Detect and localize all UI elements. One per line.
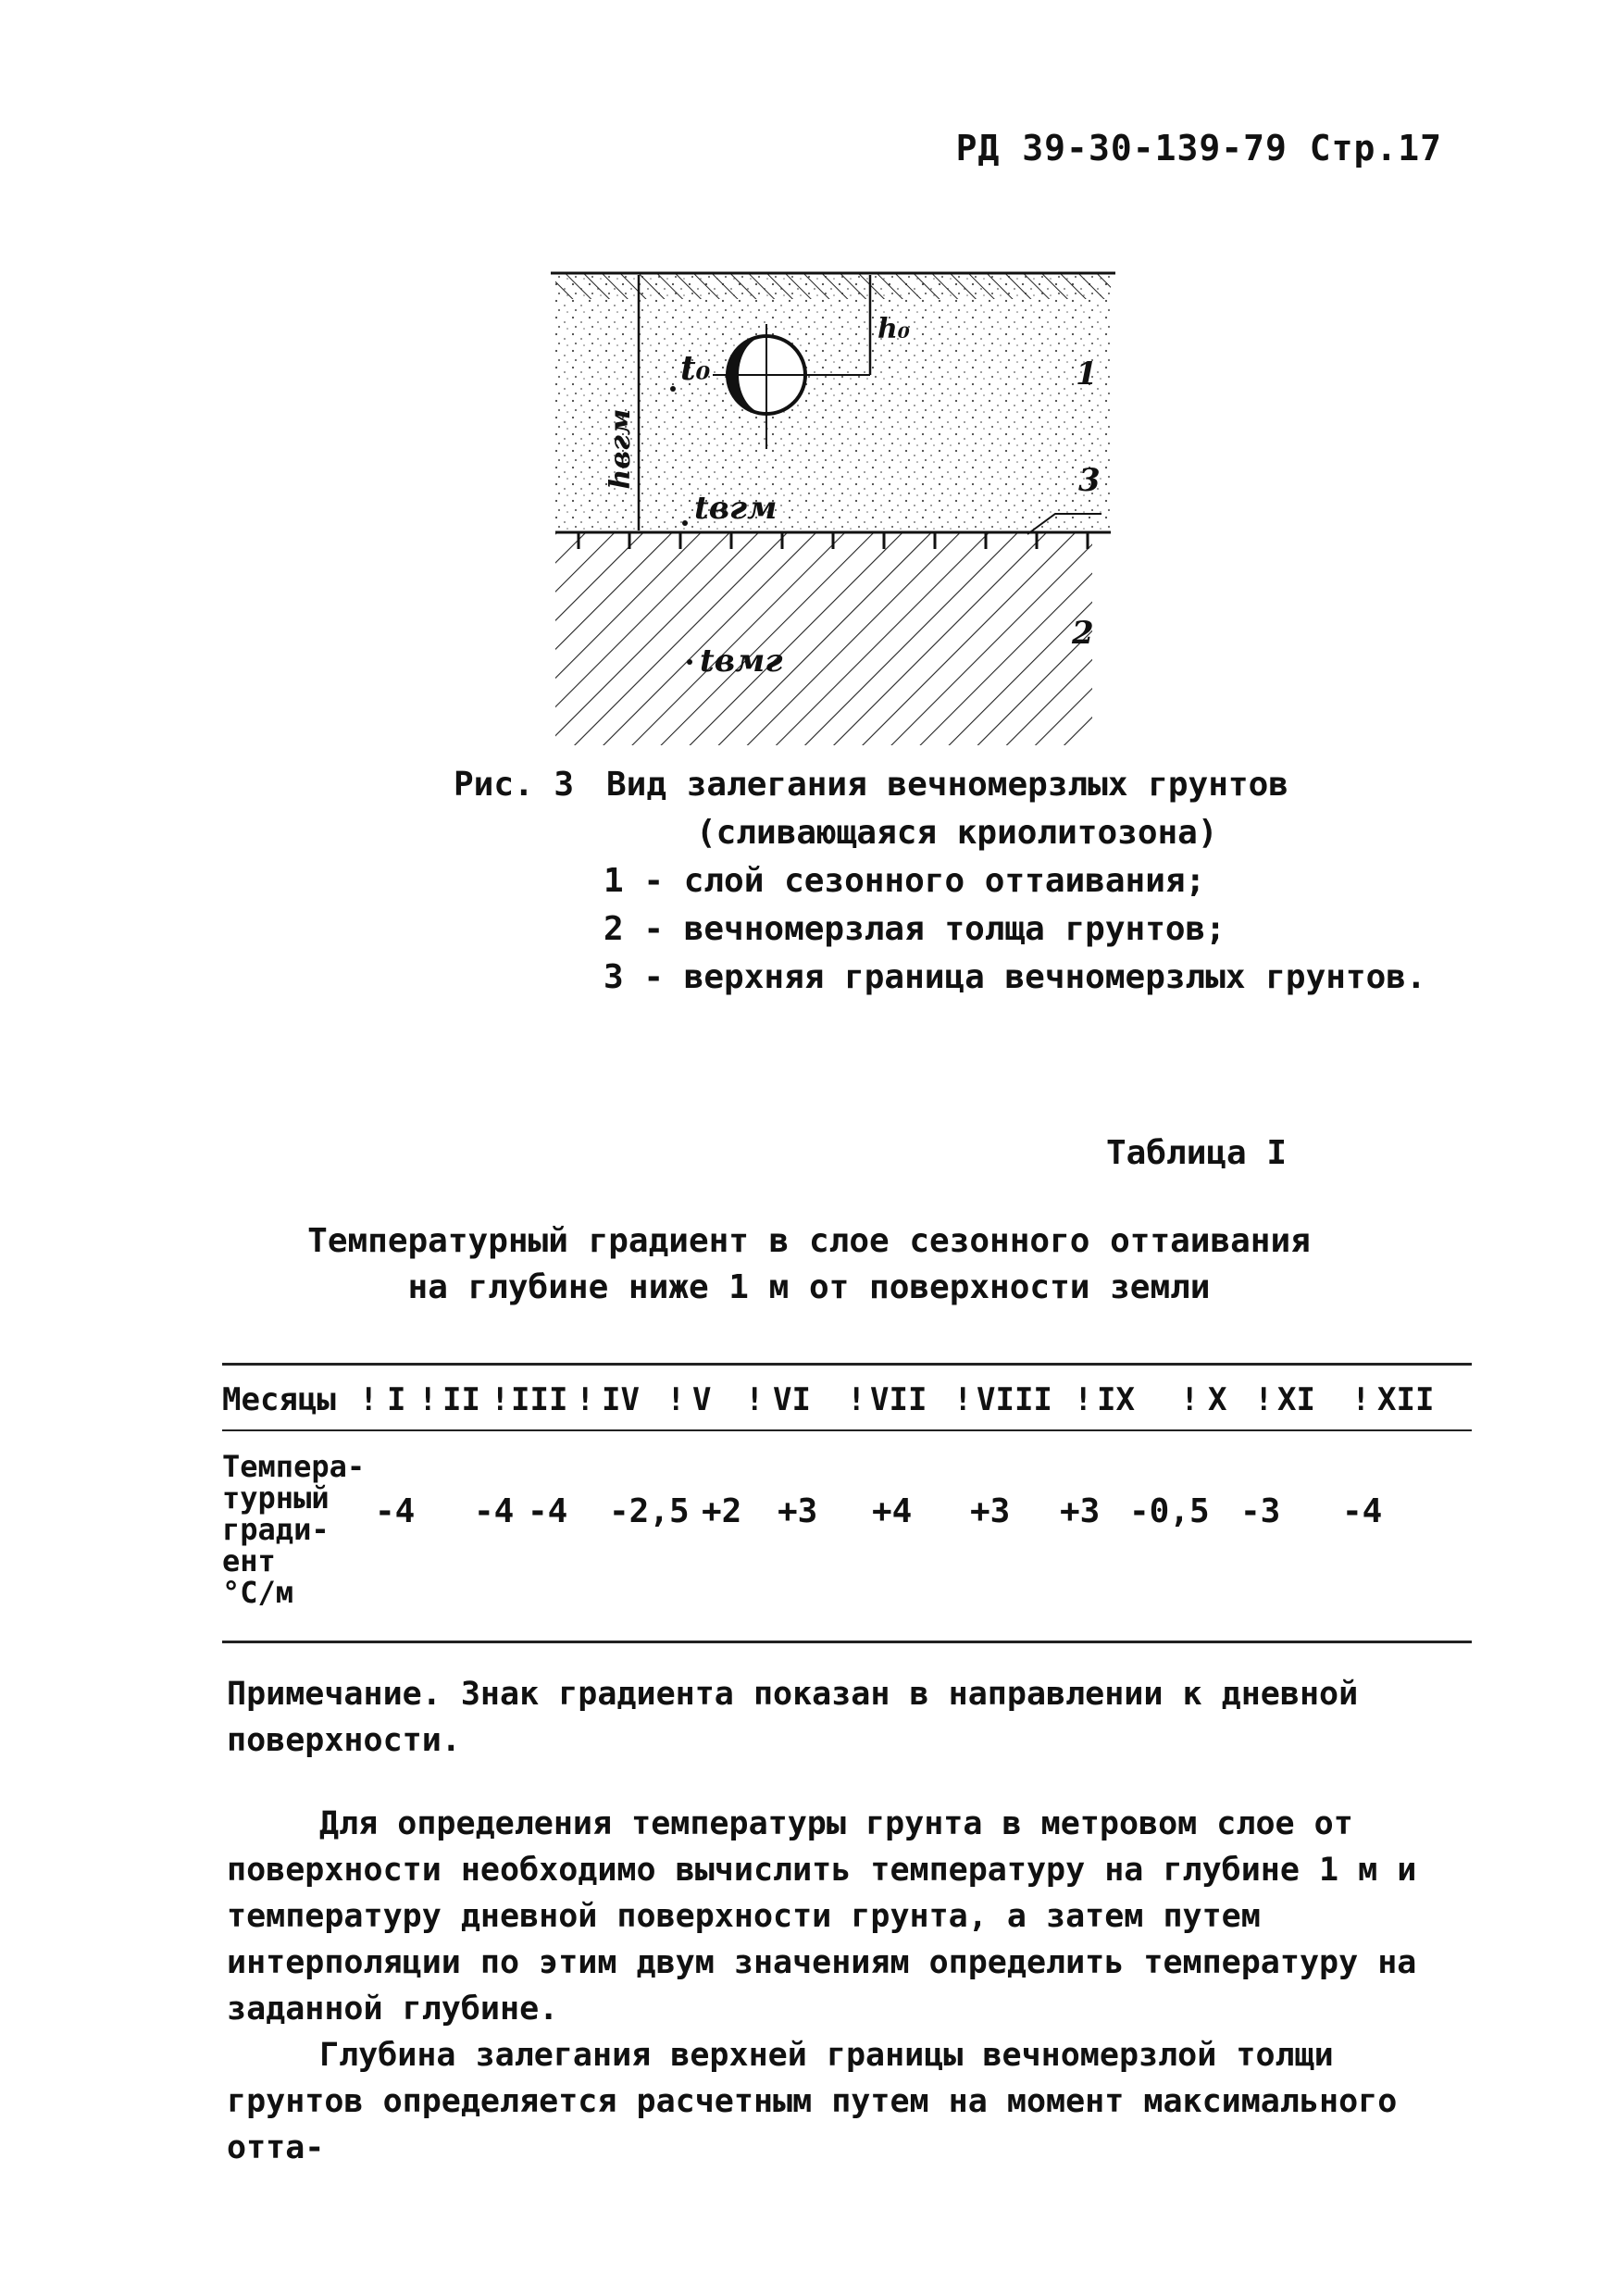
figure-caption-subtitle: (сливающаяся криолитозона) [696, 814, 1218, 852]
label-h-vgm: hвгм [604, 408, 637, 490]
month-6: VI [773, 1381, 811, 1418]
label-t-vgm: tвгм [694, 490, 778, 527]
month-1: I [387, 1381, 406, 1418]
table-note: Примечание. Знак градиента показан в направлении к дневной поверхности. [227, 1676, 1359, 1759]
legend-item-2: 2 - вечномерзлая толща грунтов; [604, 910, 1226, 948]
permafrost-diagram [537, 264, 1129, 745]
value-month-9: +3 [1060, 1492, 1101, 1530]
table-header-label: Месяцы [222, 1381, 336, 1418]
label-3: 3 [1078, 462, 1101, 499]
month-11: XI [1277, 1381, 1315, 1418]
month-8: VIII [977, 1381, 1052, 1418]
table-label: Таблица I [1106, 1134, 1288, 1172]
month-9: IX [1097, 1381, 1135, 1418]
permafrost-layer [555, 532, 1092, 745]
value-month-7: +4 [872, 1492, 913, 1530]
row-label-gradient: Темпера- турный гради- ент °С/м [222, 1449, 366, 1610]
value-month-5: +2 [702, 1492, 742, 1530]
value-month-11: -3 [1240, 1492, 1281, 1530]
month-7: VII [870, 1381, 927, 1418]
month-3: III [511, 1381, 568, 1418]
value-month-6: +3 [778, 1492, 818, 1530]
value-month-3: -4 [528, 1492, 568, 1530]
month-10: X [1208, 1381, 1227, 1418]
value-month-8: +3 [970, 1492, 1011, 1530]
table-title-line-1: Температурный градиент в слое сезонного оттаивания [307, 1222, 1311, 1260]
label-t0: t₀ [680, 349, 711, 388]
month-5: V [692, 1381, 712, 1418]
month-2: II [442, 1381, 480, 1418]
figure-caption-prefix: Рис. 3 [454, 766, 575, 804]
month-4: IV [602, 1381, 640, 1418]
label-2: 2 [1072, 615, 1094, 652]
label-1: 1 [1076, 356, 1098, 393]
table-rule-top [222, 1363, 1472, 1366]
table-title-line-2: на глубине ниже 1 м от поверхности земли [407, 1268, 1211, 1306]
legend-item-3: 3 - верхняя граница вечномерзлых грунтов. [604, 958, 1426, 996]
page-header: РД 39-30-139-79 Стр.17 [955, 128, 1442, 168]
label-t-vmg: tвмг [700, 643, 783, 680]
paragraph-2: Глубина залегания верхней границы вечномерзлой толщи грунтов определяется расчетным путем на момент максимального отта- [227, 2037, 1398, 2166]
paragraph-1: Для определения температуры грунта в метровом слое от поверхности необходимо вычислить температуру на глубине 1 м и температуру дневной поверхности грунта, а затем путем интерполяции по этим двум значениям определить температуру на заданной глубине. [227, 1805, 1417, 2028]
value-month-12: -4 [1342, 1492, 1383, 1530]
value-month-10: -0,5 [1129, 1492, 1210, 1530]
month-12: XII [1377, 1381, 1435, 1418]
value-month-1: -4 [375, 1492, 416, 1530]
legend-item-1: 1 - слой сезонного оттаивания; [604, 862, 1206, 900]
table-rule-header [222, 1429, 1472, 1431]
table-rule-bottom [222, 1641, 1472, 1643]
value-month-4: -2,5 [609, 1492, 690, 1530]
figure-caption-title: Вид залегания вечномерзлых грунтов [606, 766, 1288, 804]
label-h0: h₀ [877, 313, 910, 345]
value-month-2: -4 [474, 1492, 515, 1530]
